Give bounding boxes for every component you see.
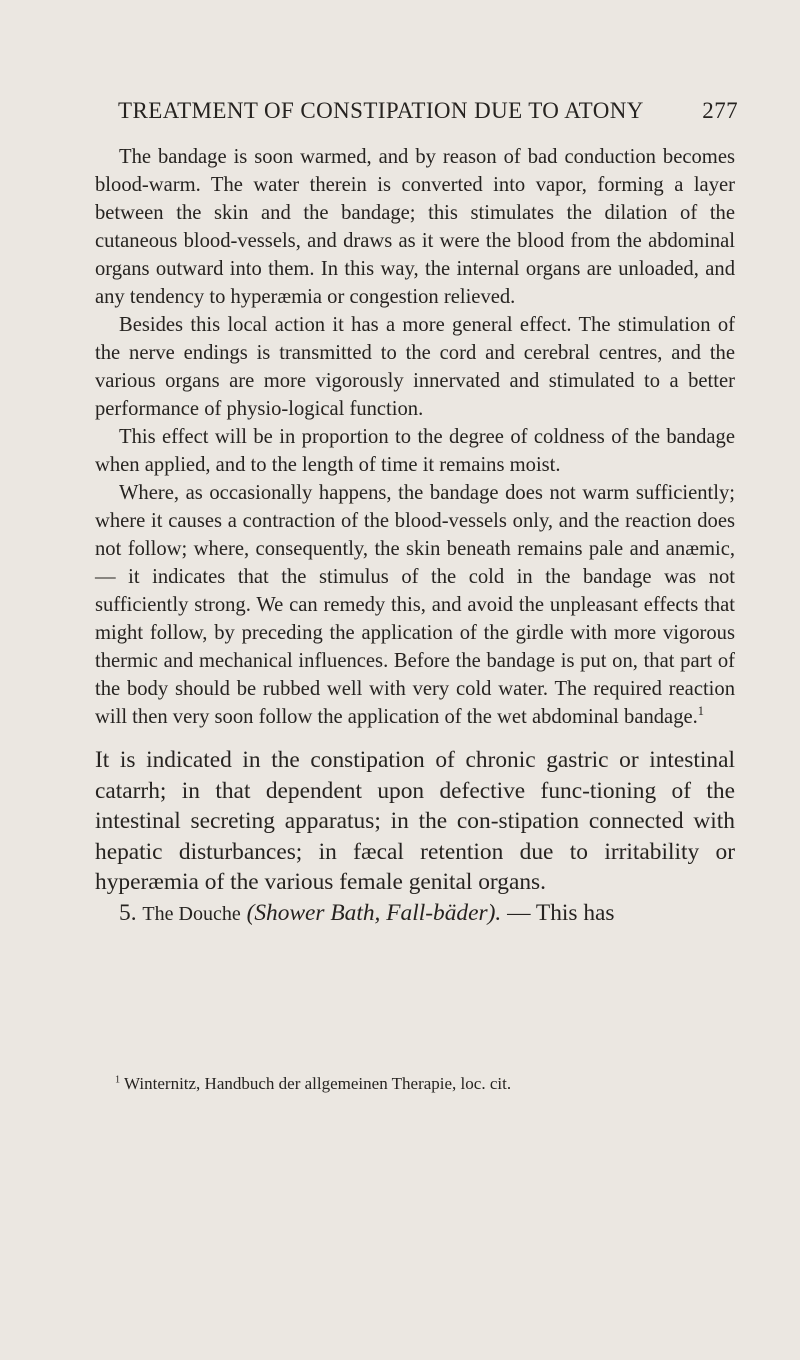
footnote-reference: 1 bbox=[697, 704, 704, 719]
paragraph: Besides this local action it has a more general effect. The stimulation of the nerve endings is transmitted to the cord and cerebral centres, and the various organs are more vigorously innervated and stimulated to a better performance of physio-logical function. bbox=[95, 314, 735, 420]
footnote-text: Winternitz, Handbuch der allgemeinen Therapie, loc. cit. bbox=[124, 1074, 512, 1093]
paragraph-text: Where, as occasionally happens, the bandage does not warm sufficiently; where it causes a contraction of the blood-vessels only, and the reaction does not follow; where, consequently, the skin beneath remains pale and anæmic, — it indicates that the stimulus of the cold in the bandage was not sufficiently strong. We can remedy this, and avoid the unpleasant effects that might follow, by preceding the application of the girdle with more vigorous thermic and mechanical influences. Before the bandage is put on, that part of the body should be rubbed well with very cold water. The required reaction will then very soon follow the application of the wet abdominal bandage. bbox=[95, 482, 735, 728]
section-text: — This has bbox=[507, 899, 615, 926]
page-header bbox=[118, 98, 738, 124]
paragraph-with-footnote bbox=[95, 479, 735, 731]
page-number: 277 bbox=[702, 98, 738, 123]
page-body bbox=[95, 143, 735, 929]
body-text-large bbox=[95, 745, 735, 929]
section-number: 5. bbox=[119, 899, 137, 926]
paragraph: This effect will be in proportion to the degree of coldness of the bandage when applied, and to the length of time it remains moist. bbox=[95, 426, 735, 476]
section-title: The Douche bbox=[142, 902, 241, 925]
section-heading-paragraph bbox=[95, 898, 735, 930]
paragraph: The bandage is soon warmed, and by reason of bad conduction becomes blood-warm. The water therein is converted into vapor, forming a layer between the skin and the bandage; this stimulates the dilation of the cutaneous blood-vessels, and draws as it were the blood from the abdominal organs outward into them. In this way, the internal organs are unloaded, and any tendency to hyperæmia or congestion relieved. bbox=[95, 146, 735, 308]
running-head: TREATMENT OF CONSTIPATION DUE TO ATONY bbox=[118, 98, 644, 123]
section-alt-names: (Shower Bath, Fall-bäder). bbox=[246, 899, 502, 926]
paragraph-large: It is indicated in the constipation of chronic gastric or intestinal catarrh; in that dependent upon defective func-tioning of the intestinal secreting apparatus; in the con-stipation connected with hepatic disturbances; in fæcal retention due to irritability or hyperæmia of the various female genital organs. bbox=[95, 747, 735, 895]
footnote-marker: 1 bbox=[115, 1074, 121, 1086]
footnote bbox=[95, 1073, 735, 1095]
body-text-small bbox=[95, 143, 735, 731]
